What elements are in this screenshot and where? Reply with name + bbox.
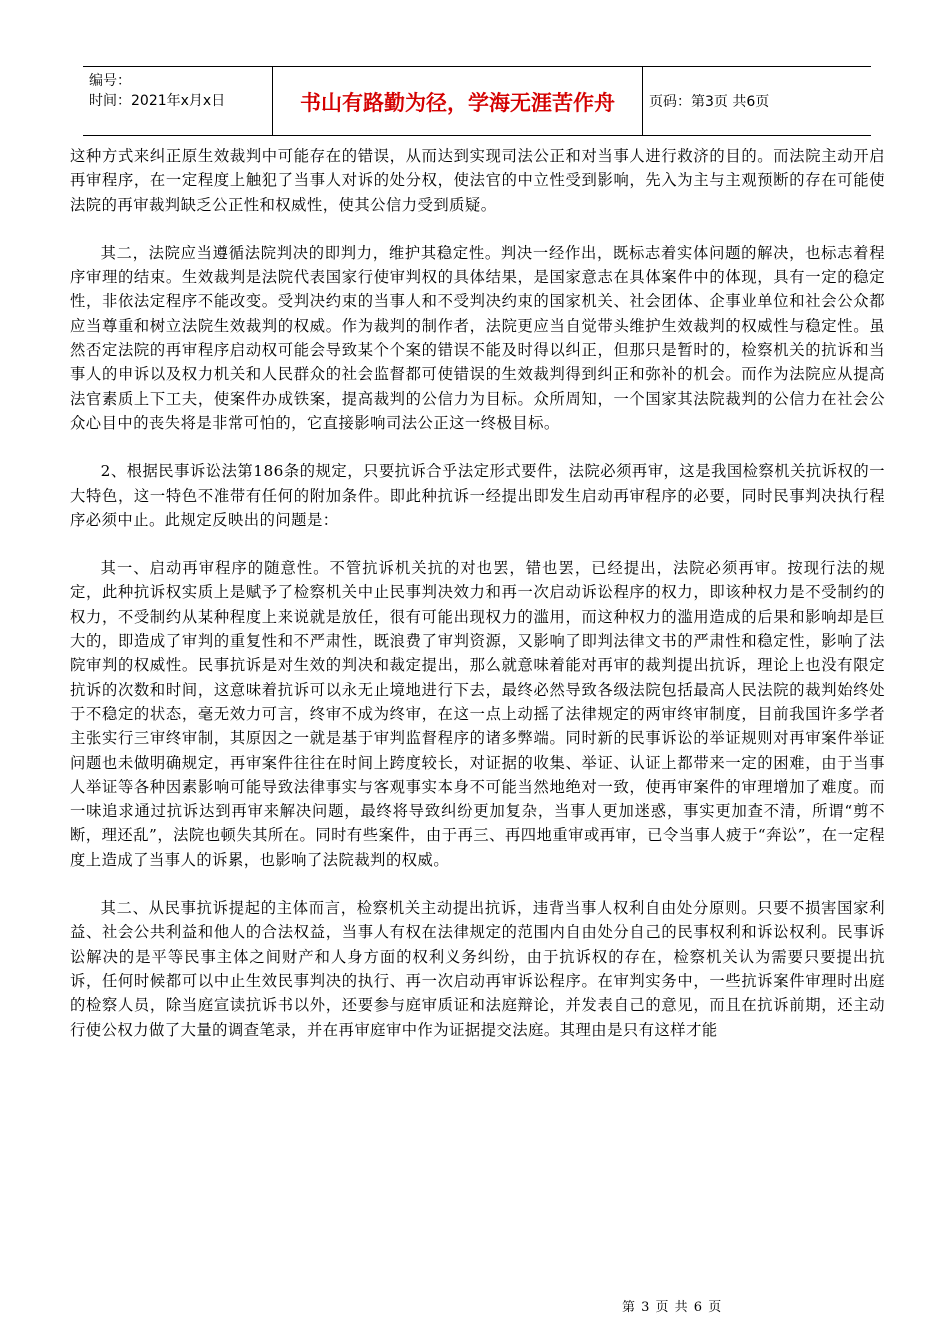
header-page-indicator: 页码：第3页 共6页: [649, 94, 770, 110]
document-body: [70, 144, 885, 1066]
document-number-label: 编号：: [89, 73, 131, 89]
paragraph: 其一、启动再审程序的随意性。不管抗诉机关抗的对也罢，错也罢，已经提出，法院必须再审。按现行法的规定，此种抗诉权实质上是赋予了检察机关中止民事判决效力和再一次启动诉讼程序的权力，即该种权力是不受制约的权力，不受制约从某种程度上来说就是放任，很有可能出现权力的滥用，而这种权力的滥用造成的后果和影响却是巨大的，即造成了审判的重复性和不严肃性，既浪费了审判资源，又影响了即判法律文书的严肃性和稳定性，影响了法院审判的权威性。民事抗诉是对生效的判决和裁定提出，那么就意味着能对再审的裁判提出抗诉，理论上也没有限定抗诉的次数和时间，这意味着抗诉可以永无止境地进行下去，最终必然导致各级法院包括最高人民法院的裁判始终处于不稳定的状态，毫无效力可言，终审不成为终审，在这一点上动摇了法律规定的两审终审制度，目前我国许多学者主张实行三审终审制，其原因之一就是基于审判监督程序的诸多弊端。同时新的民事诉讼的举证规则对再审案件举证问题也未做明确规定，再审案件往往在时间上跨度较长，对证据的收集、举证、认证上都带来一定的困难，由于当事人举证等各种因素影响可能导致法律事实与客观事实本身不可能当然地绝对一致，使再审案件的审理增加了难度。而一味追求通过抗诉达到再审来解决问题，最终将导致纠纷更加复杂，当事人更加迷惑，事实更加查不清，所谓“剪不断，理还乱”，法院也顿失其所在。同时有些案件，由于再三、再四地重审或再审，已令当事人疲于“奔讼”，在一定程度上造成了当事人的诉累，也影响了法院裁判的权威。: [70, 559, 885, 869]
paragraph: 2、根据民事诉讼法第186条的规定，只要抗诉合乎法定形式要件，法院必须再审，这是我国检察机关抗诉权的一大特色，这一特色不准带有任何的附加条件。即此种抗诉一经提出即发生启动再审程序的必要，同时民事判决执行程序必须中止。此规定反映出的问题是：: [70, 462, 885, 529]
page-footer-number: 第 3 页 共 6 页: [622, 1300, 723, 1315]
paragraph: 其二，法院应当遵循法院判决的即判力，维护其稳定性。判决一经作出，既标志着实体问题的解决，也标志着程序审理的结束。生效裁判是法院代表国家行使审判权的具体结果，是国家意志在具体案件中的体现，具有一定的稳定性，非依法定程序不能改变。受判决约束的当事人和不受判决约束的国家机关、社会团体、企事业单位和社会公众都应当尊重和树立法院生效裁判的权威。作为裁判的制作者，法院更应当自觉带头维护生效裁判的权威性与稳定性。虽然否定法院的再审程序启动权可能会导致某个个案的错误不能及时得以纠正，但那只是暂时的，检察机关的抗诉和当事人的申诉以及权力机关和人民群众的社会监督都可使错误的生效裁判得到纠正和弥补的机会。而作为法院应从提高法官素质上下工夫，使案件办成铁案，提高裁判的公信力为目标。众所周知，一个国家其法院裁判的公信力在社会公众心目中的丧失将是非常可怕的，它直接影响司法公正这一终极目标。: [70, 243, 885, 432]
document-date-label: 时间：2021年x月x日: [89, 93, 226, 109]
page-header: [83, 66, 871, 136]
header-motto: 书山有路勤为径，学海无涯苦作舟: [273, 67, 643, 135]
header-meta: [83, 67, 273, 135]
paragraph-continuation: 这种方式来纠正原生效裁判中可能存在的错误，从而达到实现司法公正和对当事人进行救济的目的。而法院主动开启再审程序，在一定程度上触犯了当事人对诉的处分权，使法官的中立性受到影响，先入为主与主观预断的存在可能使法院的再审裁判缺乏公正性和权威性，使其公信力受到质疑。: [70, 147, 885, 214]
paragraph: 其二、从民事抗诉提起的主体而言，检察机关主动提出抗诉，违背当事人权利自由处分原则。只要不损害国家利益、社会公共利益和他人的合法权益，当事人有权在法律规定的范围内自由处分自己的民事权利和诉讼权利。民事诉讼解决的是平等民事主体之间财产和人身方面的权利义务纠纷，由于抗诉权的存在，检察机关认为需要只要提出抗诉，任何时候都可以中止生效民事判决的执行、再一次启动再审诉讼程序。在审判实务中，一些抗诉案件审理时出庭的检察人员，除当庭宣读抗诉书以外，还要参与庭审质证和法庭辩论，并发表自己的意见，而且在抗诉前期，还主动行使公权力做了大量的调查笔录，并在再审庭审中作为证据提交法庭。其理由是只有这样才能: [70, 899, 885, 1039]
